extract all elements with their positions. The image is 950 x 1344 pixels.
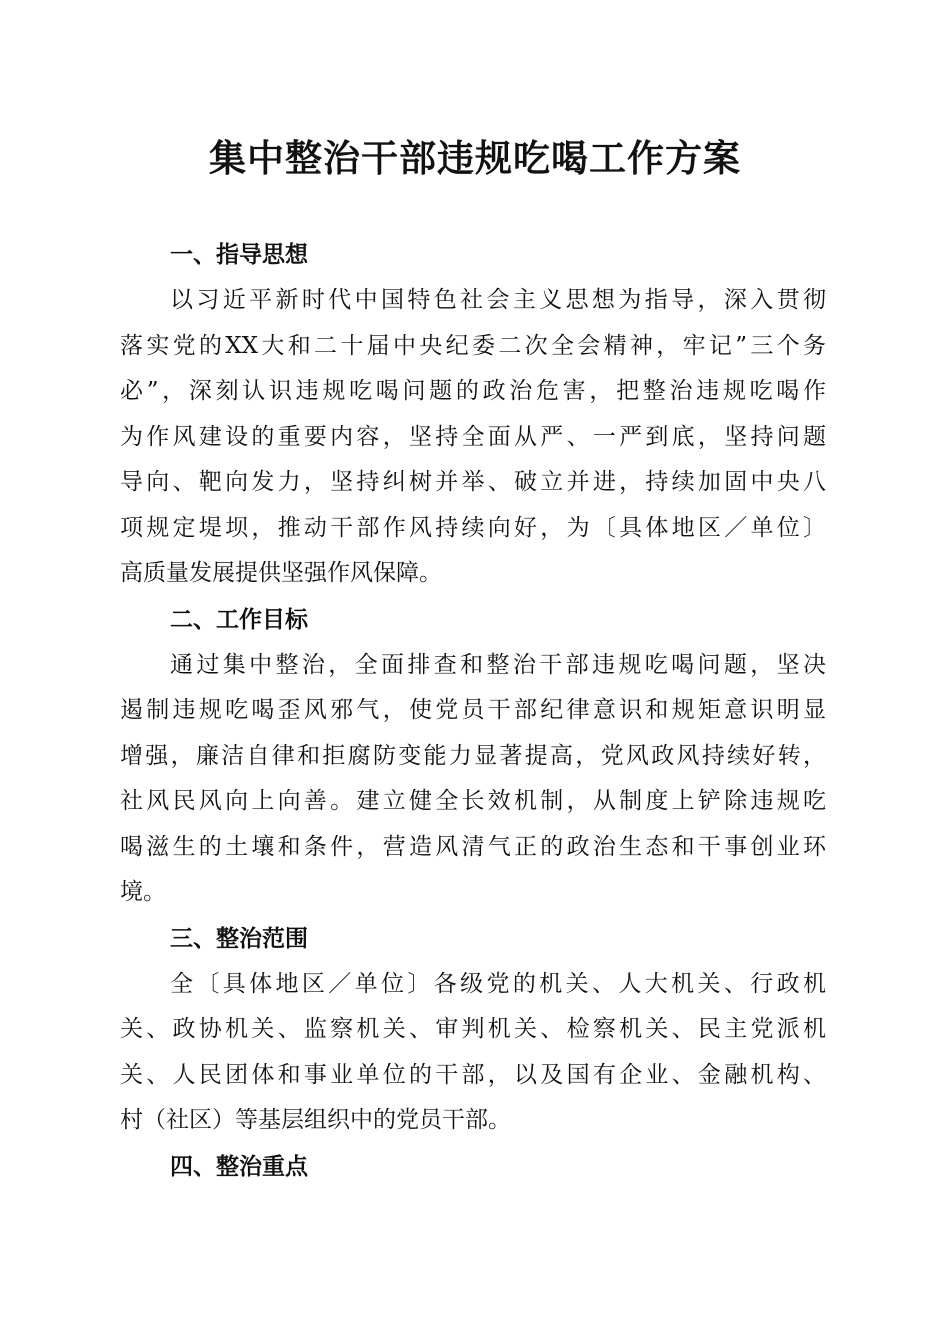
section-heading-scope: 三、整治范围 xyxy=(170,925,308,952)
paragraph-line: 必”，深刻认识违规吃喝问题的政治危害，把整治违规吃喝作 xyxy=(120,378,826,404)
paragraph-line: 导向、靶向发力，坚持纠树并举、破立并进，持续加固中央八 xyxy=(120,469,826,495)
paragraph-line: 为作风建设的重要内容，坚持全面从严、一严到底，坚持问题 xyxy=(120,423,826,450)
section-paragraph-guiding-ideology xyxy=(120,278,826,597)
document-body xyxy=(120,232,826,1190)
paragraph-line: 遏制违规吃喝歪风邪气，使党员干部纪律意识和规矩意识明显 xyxy=(120,697,826,723)
paragraph-line: 全〔具体地区／单位〕各级党的机关、人大机关、行政机 xyxy=(170,970,826,997)
paragraph-line: 关、人民团体和事业单位的干部，以及国有企业、金融机构、 xyxy=(120,1061,826,1088)
paragraph-line: 社风民风向上向善。建立健全长效机制，从制度上铲除违规吃 xyxy=(120,788,826,814)
paragraph-line: 境。 xyxy=(120,879,166,905)
section-heading-key-focus: 四、整治重点 xyxy=(170,1153,308,1180)
paragraph-line: 通过集中整治，全面排查和整治干部违规吃喝问题，坚决 xyxy=(170,651,826,678)
paragraph-line: 关、政协机关、监察机关、审判机关、检察机关、民主党派机 xyxy=(120,1016,826,1042)
paragraph-line: 落实党的XX大和二十届中央纪委二次全会精神，牢记”三个务 xyxy=(120,332,826,359)
paragraph-line: 增强，廉洁自律和拒腐防变能力显著提高，党风政风持续好转， xyxy=(120,742,826,769)
section-paragraph-work-goals xyxy=(120,643,826,916)
paragraph-line: 村（社区）等基层组织中的党员干部。 xyxy=(120,1107,511,1133)
paragraph-line: 项规定堤坝，推动干部作风持续向好，为〔具体地区／单位〕 xyxy=(120,514,826,541)
paragraph-line: 以习近平新时代中国特色社会主义思想为指导，深入贯彻 xyxy=(170,287,826,313)
paragraph-line: 喝滋生的土壤和条件，营造风清气正的政治生态和干事创业环 xyxy=(120,833,826,860)
paragraph-line: 高质量发展提供坚强作风保障。 xyxy=(120,560,442,586)
section-paragraph-scope xyxy=(120,962,826,1144)
section-heading-work-goals: 二、工作目标 xyxy=(170,606,308,633)
section-heading-guiding-ideology: 一、指导思想 xyxy=(170,242,308,268)
document-title: 集中整治干部违规吃喝工作方案 xyxy=(209,136,741,180)
